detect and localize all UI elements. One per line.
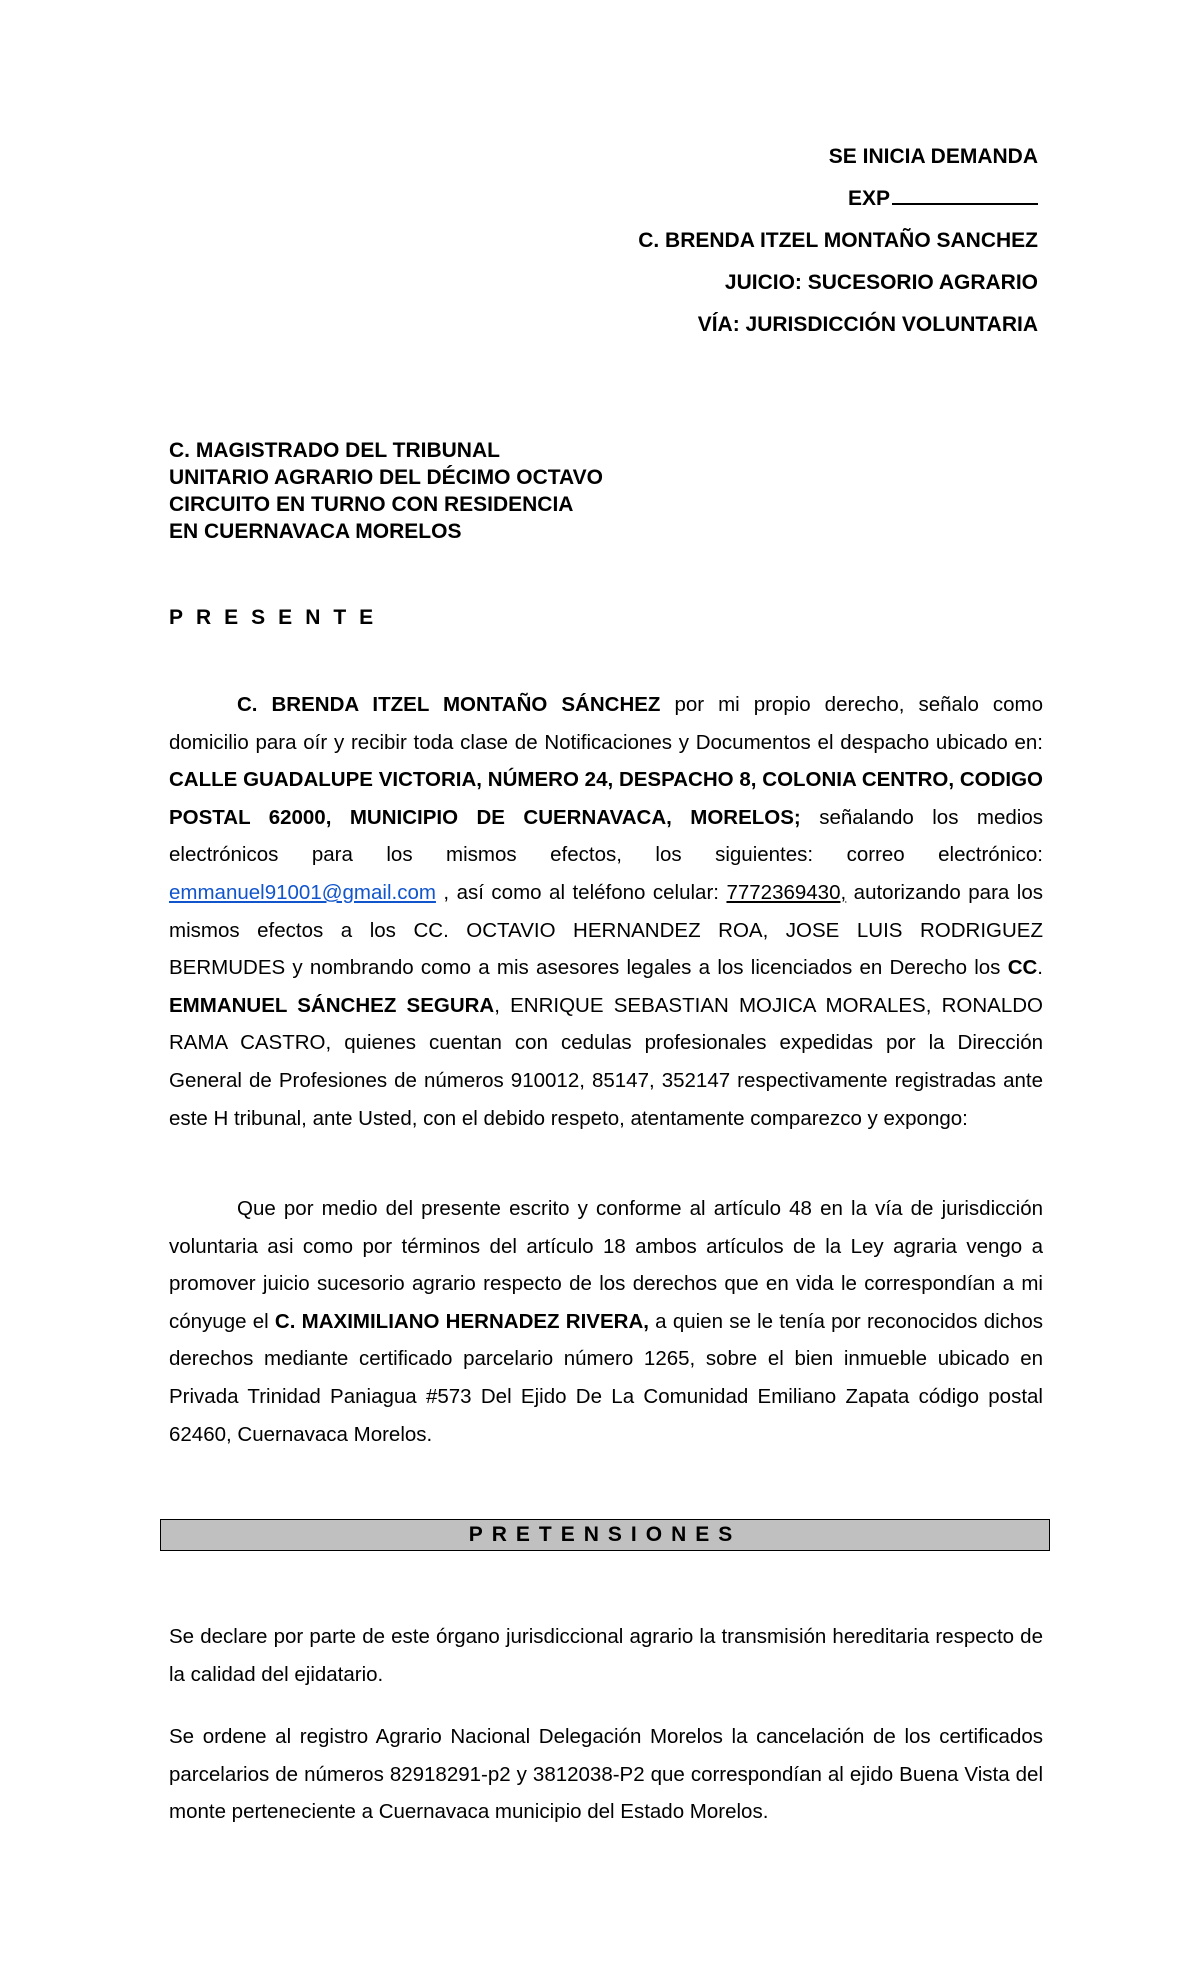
exp-blank-line [892, 181, 1038, 205]
header-line-party: C. BRENDA ITZEL MONTAÑO SANCHEZ [638, 229, 1038, 252]
addressee-line: EN CUERNAVACA MORELOS [169, 520, 462, 543]
paragraph-text: , así como al teléfono celular: [435, 880, 727, 904]
header-line-exp [338, 178, 1038, 220]
paragraph-text: Que por medio del presente escrito y conforme al artículo 48 en la vía de jurisdicción voluntaria asi como por términos del artículo 18 ambos artículos de la Ley agraria vengo a promover juicio sucesorio agrario respecto de los derechos que en vida le correspondían a mi cónyuge el [169, 1197, 1043, 1333]
addressee-line: CIRCUITO EN TURNO CON RESIDENCIA [169, 493, 574, 516]
presente-heading: PRESENTE [169, 606, 387, 629]
section-title-pretensiones: PRETENSIONES [160, 1519, 1050, 1551]
paragraph-text: . [1037, 956, 1043, 980]
pretension-item: Se declare por parte de este órgano jurisdiccional agrario la transmisión hereditaria respecto de la calidad del ejidatario. [169, 1625, 1043, 1686]
phone-number: 7772369430, [726, 880, 847, 904]
header-line-trial: JUICIO: SUCESORIO AGRARIO [724, 271, 1038, 294]
office-address: CALLE GUADALUPE VICTORIA, NÚMERO 24, DESPACHO 8, COLONIA CENTRO, CODIGO POSTAL 62000, MUNICIPIO DE CUERNAVACA, MORELOS; [169, 768, 1043, 829]
header-line-demand: SE INICIA DEMANDA [828, 145, 1038, 168]
addressee-line: UNITARIO AGRARIO DEL DÉCIMO OCTAVO [169, 466, 603, 489]
email-link[interactable]: emmanuel91001@gmail.com [169, 880, 436, 904]
addressee-line: C. MAGISTRADO DEL TRIBUNAL [169, 439, 500, 462]
paragraph-text: autorizando para los mismos efectos a los CC. OCTAVIO HERNANDEZ ROA, JOSE LUIS RODRIGUEZ BERMUDES y nombrando como a mis asesores legales a los licenciados en Derecho los [169, 880, 1043, 980]
exp-label: EXP [847, 187, 890, 210]
paragraph-statement [169, 1190, 1043, 1453]
pretension-item: Se ordene al registro Agrario Nacional Delegación Morelos la cancelación de los certificados parcelarios de números 82918291-p2 y 3812038-P2 que correspondían al ejido Buena Vista del monte perteneciente a Cuernavaca municipio del Estado Morelos. [169, 1725, 1043, 1824]
paragraph-text: a quien se le tenía por reconocidos dichos derechos mediante certificado parcelario número 1265, sobre el bien inmueble ubicado en Privada Trinidad Paniagua #573 Del Ejido De La Comunidad Emiliano Zapata código postal 62460, Cuernavaca Morelos. [169, 1309, 1043, 1446]
spouse-name: C. MAXIMILIANO HERNADEZ RIVERA, [274, 1309, 649, 1333]
cc-abbreviation: CC [1007, 956, 1038, 980]
paragraph-appearance [169, 686, 1043, 1137]
paragraph-text: , ENRIQUE SEBASTIAN MOJICA MORALES, RONALDO RAMA CASTRO, quienes cuentan con cedulas profesionales expedidas por la Dirección General de Profesiones de números 910012, 85147, 352147 respectivamente registradas ante este H tribunal, ante Usted, con el debido respeto, atentamente comparezco y expongo: [169, 993, 1044, 1130]
addressee-block [169, 437, 603, 545]
lawyer-name: EMMANUEL SÁNCHEZ SEGURA [169, 993, 495, 1017]
plaintiff-name: C. BRENDA ITZEL MONTAÑO SÁNCHEZ [237, 693, 661, 716]
paragraph-text: por mi propio derecho, señalo como domicilio para oír y recibir toda clase de Notificaciones y Documentos el despacho ubicado en: [169, 693, 1043, 754]
case-header [338, 136, 1038, 346]
paragraph-text: señalando los medios electrónicos para los mismos efectos, los siguientes: correo electrónico: [169, 805, 1043, 867]
header-line-via: VÍA: JURISDICCIÓN VOLUNTARIA [697, 313, 1038, 336]
